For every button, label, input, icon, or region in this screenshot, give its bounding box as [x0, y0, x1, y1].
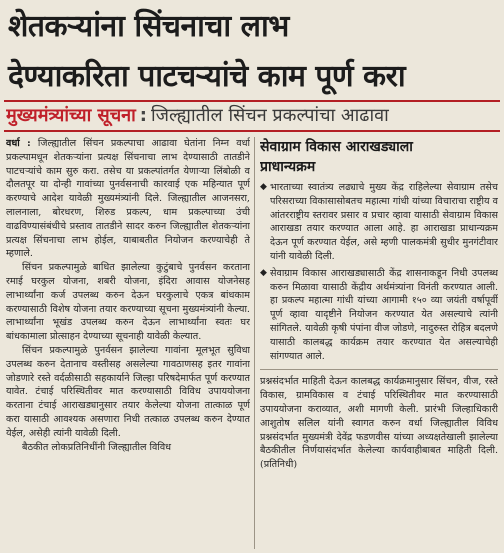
sidebar-divider — [260, 369, 498, 370]
left-article-column — [6, 137, 250, 549]
subhead-grey-text: जिल्ह्यातील सिंचन प्रकल्पांचा आढावा — [151, 105, 389, 126]
subheadline — [6, 103, 498, 129]
sidebar-title — [260, 137, 498, 177]
continued-paragraph: प्रश्नसंदर्भात माहिती देऊन कालबद्ध कार्यक्रमानुसार सिंचन, वीज, रस्ते विकास, ग्रामविकास व टंचाई परिस्थितीवर मात करण्यासाठी उपाययोजना कराव्यात, अशी मागणी केली. प्रारंभी जिल्हाधिकारी आशुतोष सलिल यांनी स्वागत करुन वर्धा जिल्ह्यातील विविध प्रश्नसंदर्भात मुख्यमंत्री देवेंद्र फडणवीस यांच्या अध्यक्षतेखाली झालेल्या बैठकीतील निर्णयासंदर्भात केलेल्या कार्यवाहीबाबत माहिती दिली. (प्रतिनिधी) — [260, 376, 498, 471]
right-sidebar-column — [260, 137, 498, 549]
paragraph-text: जिल्ह्यातील सिंचन प्रकल्पाचा आढावा घेतांना निम्न वर्धा प्रकल्पामधून शेतकऱ्यांना प्रत्यक्ष सिंचनाचा लाभ देण्यासाठी तातडीने पाटचऱ्यांचे काम सुरु करा. तसेच या प्रकल्पांतर्गत येणाऱ्या लिंबोळी व दौलतपूर या दोन्ही गावांच्या पुनर्वसनाची कारवाई एक महिन्यात पूर्ण करण्याचे आदेश यावेळी मुख्यमंत्र्यांनी दिले. जिल्ह्यातील आजनसरा, लालनाला, बोरधरण, शिरुड प्रकल्प, धाम प्रकल्पाच्या उंची वाढविण्यासंबंधीचे प्रस्ताव तातडीने सादर करुन जिल्ह्यातील शेतकऱ्यांना प्रत्यक्ष सिंचनाचा लाभ होईल, याबाबतीत नियोजन करण्याचेही ते म्हणाले. — [6, 138, 250, 260]
headline-line-1: शेतकऱ्यांना सिंचनाचा लाभ — [8, 9, 289, 44]
headline — [8, 6, 498, 98]
article-paragraph: सिंचन प्रकल्पामुळे पुनर्वसन झालेल्या गावांना मूलभूत सुविधा उपलब्ध करुन देतानाच वस्तीसह असलेल्या गावठाणसह इतर गावांना जोडणारे रस्ते वर्दळीसाठी सहकार्याने जिल्हा परिषदेमार्फत पूर्ण करण्यात यावेत. टंचाई परिस्थितीवर मात करण्यासाठी विविध उपाययोजना करताना टंचाई आराखड्यानुसार तयार केलेल्या योजना तात्काळ पूर्ण करा यासाठी आवश्यक असणारा निधी तत्काळ उपलब्ध करुन देण्यात येईल, असेही त्यांनी यावेळी दिली. — [6, 344, 250, 439]
headline-line-2: देण्याकरिता पाटचऱ्यांचे काम पूर्ण करा — [8, 59, 406, 94]
diamond-bullet-icon: ◆ — [260, 182, 267, 192]
dateline: वर्धा : — [6, 138, 31, 149]
list-item — [260, 267, 498, 364]
article-paragraph — [6, 137, 250, 261]
bullet-text: सेवाग्राम विकास आराखड्यासाठी केंद्र शासनाकडून निधी उपलब्ध करुन मिळावा यासाठी केंद्रीय अर्थमंत्र्यांना विनंती करण्यात आली. हा प्रकल्प महात्मा गांधी यांच्या आगामी १५० व्या जयंती वर्षापूर्वी पूर्ण व्हावा यादृष्टीने नियोजन करण्यात येत असल्याचे त्यांनी सांगितले. यावेळी कृषी पंपांना वीज जोडणे, नादुरुस्त रोहित्र बदलणे यासाठी कालबद्ध कार्यक्रम तयार करण्यात येत असल्याचेही सांगण्यात आले. — [270, 267, 498, 362]
bottom-rule-divider — [4, 130, 500, 132]
column-divider — [254, 137, 255, 549]
diamond-bullet-icon: ◆ — [260, 267, 267, 278]
sidebar-bullet-list — [260, 181, 498, 363]
article-paragraph: सिंचन प्रकल्पामुळे बाधित झालेल्या कुटुंबाचे पुनर्वसन करताना रमाई घरकुल योजना, शबरी योजना, इंदिरा आवास योजनेसह लाभार्थ्यांना कर्ज उपलब्ध करुन देऊन घरकुलाचे एकत्र बांधकाम करण्यासाठी विशेष योजना तयार करण्याच्या सूचना मुख्यमंत्र्यांनी केल्या. लाभार्थ्यांना भूखंड उपलब्ध करुन देऊन लाभार्थ्यांना स्वतः घर बांधकामाला प्रोत्साहन देण्याच्या सूचनाही यावेळी केल्यात. — [6, 262, 250, 343]
subhead-red-text: मुख्यमंत्र्यांच्या सूचना — [6, 105, 136, 126]
list-item — [260, 181, 498, 264]
bullet-text: भारताच्या स्वातंत्र्य लढ्याचे मुख्य केंद्र राहिलेल्या सेवाग्राम तसेच परिसराच्या विकासासोबतच महात्मा गांधी यांच्या विचाराचा राष्ट्रीय व आंतरराष्ट्रीय स्तरावर प्रसार व प्रचार व्हावा यासाठी सेवाग्राम विकास आराखडा तयार करण्यात आला आहे. हा आराखडा प्राधान्यक्रम देऊन पूर्ण करण्यात येईल, असे म्हणी पालकमंत्री सुधीर मुनगंटीवार यांनी यावेळी दिली. — [270, 182, 498, 262]
sidebar-title-line-1: सेवाग्राम विकास आराखड्याला — [260, 139, 413, 155]
subhead-separator: : — [139, 105, 147, 126]
sidebar-title-line-2: प्राधान्यक्रम — [260, 159, 316, 175]
article-paragraph: बैठकीत लोकप्रतिनिधींनी जिल्ह्यातील विविध — [22, 441, 172, 453]
top-rule-divider — [4, 100, 500, 102]
